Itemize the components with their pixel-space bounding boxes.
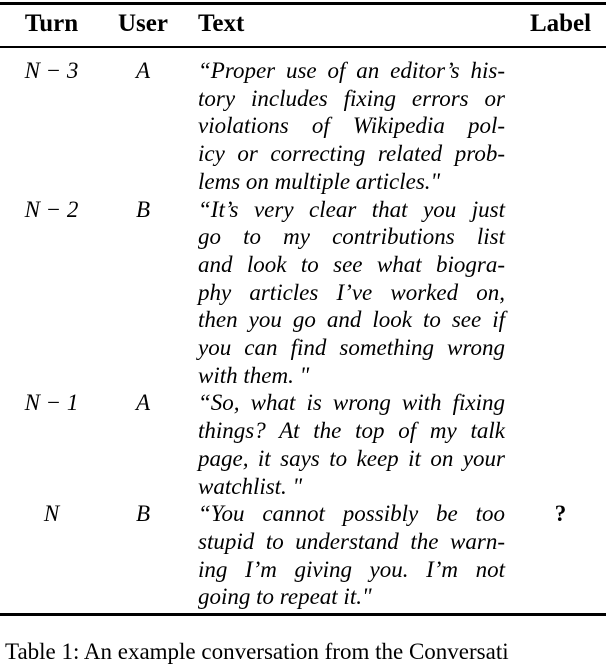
utterance-text bbox=[183, 196, 515, 390]
label-cell bbox=[515, 196, 606, 390]
utterance-text bbox=[183, 389, 515, 500]
column-header-text: Text bbox=[198, 10, 245, 37]
quote-line: ing I’m giving you. I’m not bbox=[198, 556, 505, 582]
quote-line: going to repeat it." bbox=[198, 584, 372, 610]
table-row-n bbox=[0, 500, 606, 611]
column-header-label: Label bbox=[529, 10, 592, 37]
column-header-user: User bbox=[118, 10, 168, 37]
table-header-row bbox=[0, 5, 606, 46]
turn-cell: N − 2 bbox=[24, 196, 79, 222]
quote-line: things? At the top of my talk bbox=[198, 418, 505, 444]
quote-line: “Proper use of an editor’s his- bbox=[198, 58, 505, 83]
quote-line: lems on multiple articles." bbox=[198, 168, 441, 194]
label-cell bbox=[515, 57, 606, 196]
table-caption: Table 1: An example conversation from the Conversati bbox=[5, 639, 509, 664]
label-cell bbox=[515, 389, 606, 500]
quote-line: “You cannot possibly be too bbox=[198, 501, 505, 527]
quote-line: page, it says to keep it on your bbox=[198, 445, 505, 471]
quote-line: tory includes fixing errors or bbox=[198, 85, 505, 111]
turn-cell: N − 3 bbox=[24, 58, 79, 83]
quote-line: icy or correcting related prob- bbox=[198, 141, 505, 167]
user-symbol: A bbox=[135, 58, 151, 83]
quote-line: “So, what is wrong with fixing bbox=[198, 390, 505, 416]
utterance-text bbox=[183, 57, 515, 196]
turn-cell: N bbox=[43, 501, 60, 527]
quote-line: you can find something wrong bbox=[198, 335, 505, 361]
quote-line: stupid to understand the warn- bbox=[198, 528, 505, 554]
quote-line: and look to see what biogra- bbox=[198, 251, 505, 277]
turn-cell: N − 1 bbox=[24, 390, 79, 416]
quote-line: phy articles I’ve worked on, bbox=[198, 279, 505, 305]
quote-line: “It’s very clear that you just bbox=[198, 196, 505, 222]
unknown-label-question-mark: ? bbox=[554, 501, 567, 527]
quote-line: then you go and look to see if bbox=[198, 307, 505, 333]
utterance-text bbox=[183, 500, 515, 611]
user-symbol: A bbox=[135, 390, 151, 416]
table-bottom-rule bbox=[0, 613, 606, 616]
table-row-n-minus-2 bbox=[0, 196, 606, 390]
quote-line: violations of Wikipedia pol- bbox=[198, 113, 505, 139]
table-row-n-minus-1 bbox=[0, 389, 606, 500]
quote-line: go to my contributions list bbox=[198, 224, 505, 250]
table-row-n-minus-3 bbox=[0, 57, 606, 196]
quote-line: with them. " bbox=[198, 362, 310, 388]
table-body bbox=[0, 48, 606, 611]
user-symbol: B bbox=[135, 501, 151, 527]
user-symbol: B bbox=[135, 196, 151, 222]
quote-line: watchlist. " bbox=[198, 473, 303, 499]
column-header-turn: Turn bbox=[24, 10, 79, 37]
